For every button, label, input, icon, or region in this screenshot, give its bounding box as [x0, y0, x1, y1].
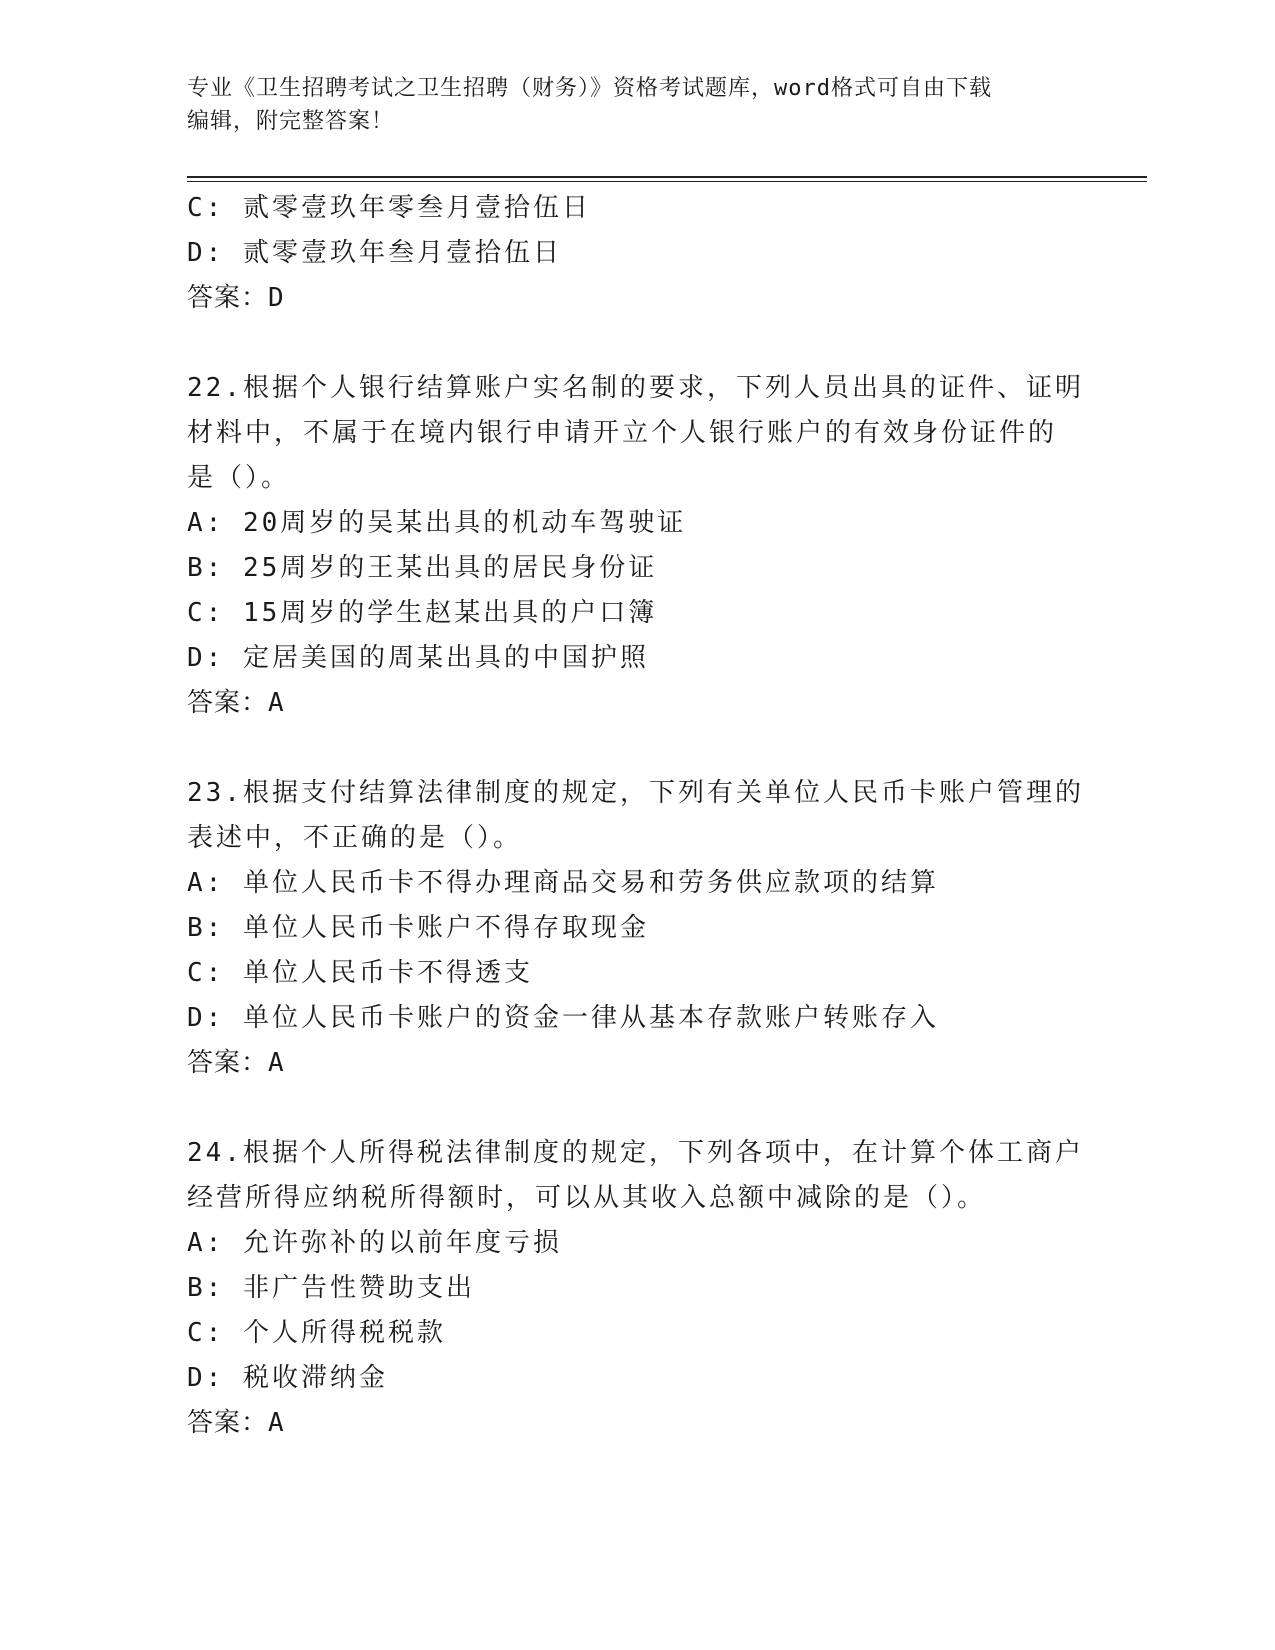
- option-line: C: 贰零壹玖年零叁月壹拾伍日: [187, 193, 591, 223]
- option-line: B: 单位人民币卡账户不得存取现金: [187, 913, 649, 943]
- question-text: 22.根据个人银行结算账户实名制的要求，下列人员出具的证件、证明: [187, 373, 1084, 403]
- option-line: D: 贰零壹玖年叁月壹拾伍日: [187, 238, 562, 268]
- question-text: 经营所得应纳税所得额时，可以从其收入总额中减除的是（）。: [187, 1183, 987, 1213]
- answer-line: 答案：A: [187, 1048, 285, 1078]
- header-line: 专业《卫生招聘考试之卫生招聘（财务）》资格考试题库，word格式可自由下载: [187, 76, 992, 101]
- option-line: D: 定居美国的周某出具的中国护照: [187, 643, 649, 673]
- answer-line: 答案：D: [187, 283, 285, 313]
- option-line: B: 非广告性赞助支出: [187, 1273, 475, 1303]
- option-line: A: 单位人民币卡不得办理商品交易和劳务供应款项的结算: [187, 868, 939, 898]
- page-header: [187, 72, 1087, 138]
- question-22: [187, 366, 1087, 726]
- question-24: [187, 1131, 1087, 1446]
- option-line: C: 单位人民币卡不得透支: [187, 958, 533, 988]
- option-line: D: 税收滞纳金: [187, 1363, 388, 1393]
- header-line: 编辑，附完整答案！: [187, 109, 395, 134]
- previous-question-tail: [187, 186, 1087, 321]
- question-text: 24.根据个人所得税法律制度的规定，下列各项中，在计算个体工商户: [187, 1138, 1084, 1168]
- question-23: [187, 771, 1087, 1086]
- header-rule-thin: [187, 181, 1147, 182]
- option-line: C: 15周岁的学生赵某出具的户口簿: [187, 598, 658, 628]
- question-text: 表述中，不正确的是（）。: [187, 823, 523, 853]
- option-line: A: 20周岁的吴某出具的机动车驾驶证: [187, 508, 687, 538]
- question-list: [187, 186, 1087, 1446]
- question-text: 是（）。: [187, 463, 291, 493]
- header-rule-thick: [187, 176, 1147, 178]
- option-line: A: 允许弥补的以前年度亏损: [187, 1228, 562, 1258]
- answer-line: 答案：A: [187, 688, 285, 718]
- question-text: 材料中，不属于在境内银行申请开立个人银行账户的有效身份证件的: [187, 418, 1058, 448]
- option-line: C: 个人所得税税款: [187, 1318, 446, 1348]
- answer-line: 答案：A: [187, 1408, 285, 1438]
- option-line: B: 25周岁的王某出具的居民身份证: [187, 553, 658, 583]
- option-line: D: 单位人民币卡账户的资金一律从基本存款账户转账存入: [187, 1003, 939, 1033]
- question-text: 23.根据支付结算法律制度的规定，下列有关单位人民币卡账户管理的: [187, 778, 1084, 808]
